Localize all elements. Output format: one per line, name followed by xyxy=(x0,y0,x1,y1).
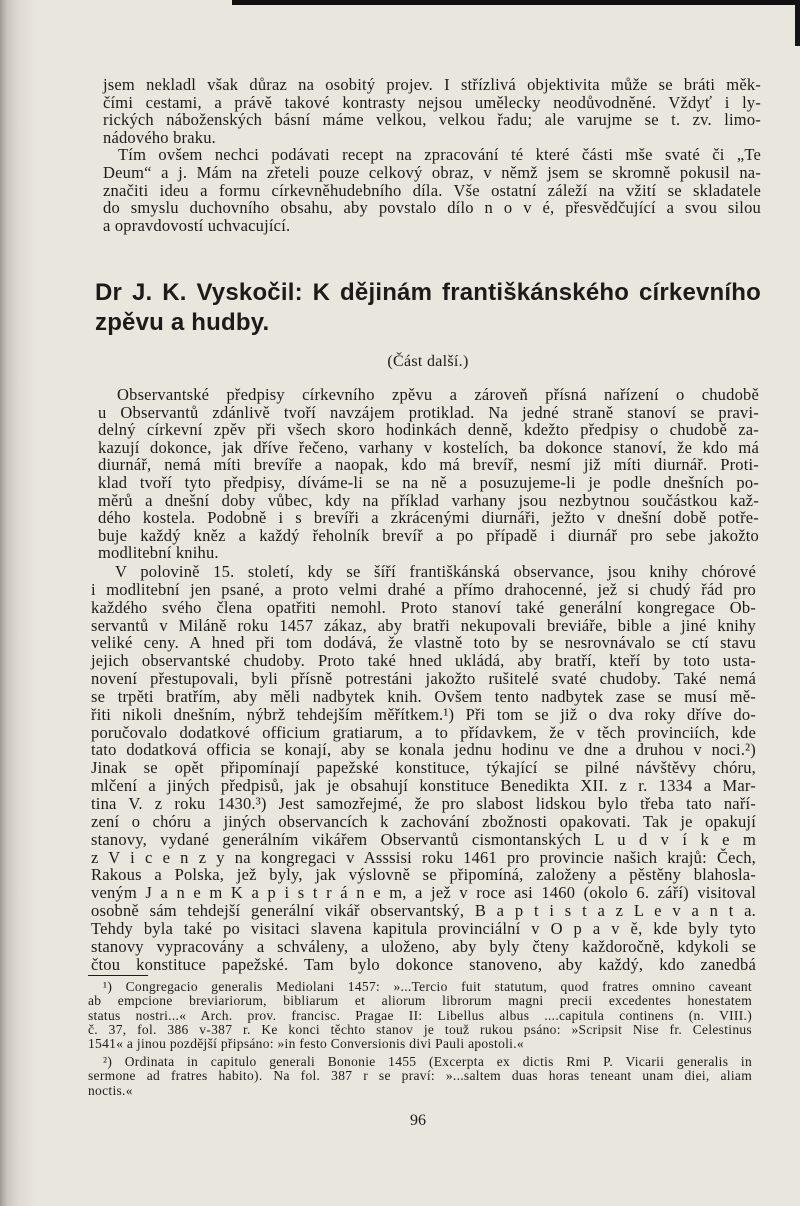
paragraph-line: V polovině 15. století, kdy se šíří františkánská observance, jsou knihy chórové xyxy=(115,562,756,581)
footnote-line: status nostri...« Arch. prov. francisc. Pragae II: Libellus albus ....capitula continens (n. VIII.) xyxy=(88,1007,752,1023)
paragraph-line: měrů a dnešní doby vůbec, kdy na příklad varhany jsou nezbytnou součástkou kaž- xyxy=(98,490,759,510)
footnote-line: 1541« a jinou pozdější připsáno: »in festo Conversionis divi Pauli apostoli.« xyxy=(88,1036,524,1052)
paragraph-line: jejich observantské chudoby. Proto také hned ukládá, aby bratří, kteří by toto usta- xyxy=(91,651,756,671)
paragraph-3 xyxy=(98,386,759,562)
paragraph-line: modlitební knihu. xyxy=(98,543,219,563)
footnote-line: ²) Ordinata in capitulo generali Bononie 1455 (Excerpta ex dictis Rmi P. Vicarii generalis in xyxy=(103,1054,752,1069)
paragraph-line: značiti ideu a formu církevněhudebního díla. Vše ostatní záleží na vžití se skladatele xyxy=(103,180,761,200)
paragraph-line: veným J a n e m K a p i s t r á n e m, a jež v roce asi 1460 (okolo 6. září) visitoval xyxy=(91,883,756,903)
paragraph-line: tina V. z roku 1430.³) Jest samozřejmé, že pro slabost lidskou bylo třeba tato naří- xyxy=(91,793,756,813)
article-subheading: (Část další.) xyxy=(387,353,469,370)
scan-edge-top xyxy=(232,0,800,5)
paragraph-line: rických náboženských básní máme velkou, velkou řadu; ale varujme se t. zv. limo- xyxy=(103,110,761,130)
paragraph-line: čími cestami, a právě takové kontrasty nejsou umělecky neodůvodněné. Vždyť i ly- xyxy=(103,92,761,112)
paragraph-line: poručovalo dodatkové officium gratiarum, a to přídavkem, že v těch provinciích, kde xyxy=(91,722,756,742)
paragraph-line: kazují dokonce, jak dříve řečeno, varhany v kostelích, ba dokonce stanoví, že kdo má xyxy=(98,437,759,457)
paragraph-line: jsem nekladl však důraz na osobitý projev. I střízlivá objektivita může se bráti měk- xyxy=(103,75,761,94)
scan-edge-right xyxy=(795,0,800,46)
footnote-line: noctis.« xyxy=(88,1082,133,1098)
paragraph-line: řiti nikoli dnešním, nýbrž tehdejším měřítkem.¹) Při tom se již o dva roky dříve do- xyxy=(91,704,756,724)
paragraph-line: veliké ceny. A hned při tom dodává, že vlastně toto by se nesrovnávalo se ctí stavu xyxy=(91,633,756,653)
paragraph-line: klad tvoří tyto předpisy, díváme-li se na ně a posuzujeme-li je podle dnešních po- xyxy=(98,472,759,492)
heading-line: zpěvu a hudby. xyxy=(95,309,270,336)
paragraph-line: Deum“ a j. Mám na zřeteli pouze celkový obraz, v němž jsem se skromně pokusil na- xyxy=(103,162,761,182)
paragraph-line: do smyslu duchovního obsahu, aby povstalo dílo n o v é, přesvědčující a svou silou xyxy=(103,198,761,218)
footnote-separator xyxy=(88,975,148,976)
paragraph-line: čtou konstituce papežské. Tam bylo dokonce stanoveno, aby každý, kdo zanedbá xyxy=(91,954,756,974)
paragraph-line: novení přestupovali, byli přísně potrestáni jakožto rušitelé svaté chudoby. Také nemá xyxy=(91,669,756,689)
article-heading xyxy=(95,278,761,338)
footnote-line: ab empcione breviariorum, bibliarum et aliorum librorum magni precii excedentes honestatem xyxy=(88,993,752,1009)
heading-line: Dr J. K. Vyskočil: K dějinám františkánského církevního xyxy=(95,279,761,306)
paragraph-4 xyxy=(91,563,756,973)
paragraph-line: buje každý kněz a každý řeholník brevíř a po případě i diurnář pro sebe jakožto xyxy=(98,525,759,545)
paragraph-line: stanovy, vydané generálním vikářem Observantů cismontanských L u d v í k e m xyxy=(91,829,756,849)
paragraph-line: u Observantů zdánlivě tvoří navzájem protiklad. Na jedné straně stanoví se pravi- xyxy=(98,402,759,422)
footnote-line: ¹) Congregacio generalis Mediolani 1457: »...Tercio fuit statutum, quod fratres omnino caveant xyxy=(103,979,752,994)
paragraph-2 xyxy=(103,146,761,234)
footnote-2 xyxy=(88,1055,752,1098)
paragraph-line: zení o chóru a jiných observancích k zachování zbožnosti opakovati. Tak je opakují xyxy=(91,811,756,831)
paragraph-line: Jinak se opět připomínají papežské konstituce, týkající se pilné návštěvy chóru, xyxy=(91,758,756,778)
paragraph-line: i modlitební jen psané, a proto velmi drahé a přímo drahocenné, jež si chudý řád pro xyxy=(91,579,756,599)
paragraph-line: Tím ovšem nechci podávati recept na zpracování té které části mše svaté či „Te xyxy=(118,145,761,165)
paragraph-line: nádového braku. xyxy=(103,127,216,147)
footnote-line: sermone ad fratres habito). Na fol. 387 r se praví: »...saltem duas horas teneant unam diei, aliam xyxy=(88,1068,752,1084)
paragraph-line: Rakous a Polska, jež byly, jak výslovně se připomíná, založeny a pěstěny blahosla- xyxy=(91,865,756,885)
paragraph-line: tato dodatková officia se konají, aby se konala jednu hodinu ve dne a druhou v noci.²) xyxy=(91,740,756,760)
paragraph-line: servantů v Miláně roku 1457 zákaz, aby bratři nekupovali breviáře, bible a jiné knihy xyxy=(91,615,756,635)
page-number: 96 xyxy=(410,1112,426,1129)
paragraph-line: z V i c e n z y na kongregaci v Asssisi roku 1461 pro provincie našich krajů: Čech, xyxy=(91,847,756,867)
footnote-line: č. 37, fol. 386 v-387 r. Ke konci těchto stanov je touž rukou psáno: »Scripsit Nise fr. Celestinus xyxy=(88,1021,752,1037)
paragraph-line: dého kostela. Podobně i s brevíři a zkrácenými diurnáři, ježto v dnešní době potře- xyxy=(98,508,759,528)
paragraph-line: se trpěti bratřím, aby měli nadbytek knih. Ovšem tento nadbytek zase se musí mě- xyxy=(91,686,756,706)
footnote-1 xyxy=(88,980,752,1051)
paragraph-line: Tehdy byla také po visitaci slavena kapitula provinciální v O p a v ě, kde byly tyto xyxy=(91,918,756,938)
paragraph-line: delný církevní zpěv při všech skoro hodinkách denně, kdežto předpisy o chudobě za- xyxy=(98,420,759,440)
paragraph-line: Observantské předpisy církevního zpěvu a zároveň přísná nařízení o chudobě xyxy=(117,385,759,404)
paragraph-line: každého svého člena opatřiti nemohl. Proto stanoví také generální kongregace Ob- xyxy=(91,597,756,617)
paragraph-line: mlčení a jiných předpisů, jak je obsahují konstituce Benedikta XII. z r. 1334 a Mar- xyxy=(91,776,756,796)
paragraph-line: stanovy vypracovány a schváleny, a uloženo, aby byly čteny každoročně, kdykoli se xyxy=(91,936,756,956)
paragraph-line: a opravdovostí uchvacující. xyxy=(103,215,291,235)
intro-text xyxy=(103,76,761,234)
paragraph-1 xyxy=(103,76,761,146)
paragraph-line: osobně sám tehdejší generální vikář observantský, B a p t i s t a z L e v a n t a. xyxy=(91,901,756,921)
paragraph-line: diurnář, nemá míti brevíře a naopak, kdo má brevíř, nesmí již míti diurnář. Proti- xyxy=(98,455,759,475)
